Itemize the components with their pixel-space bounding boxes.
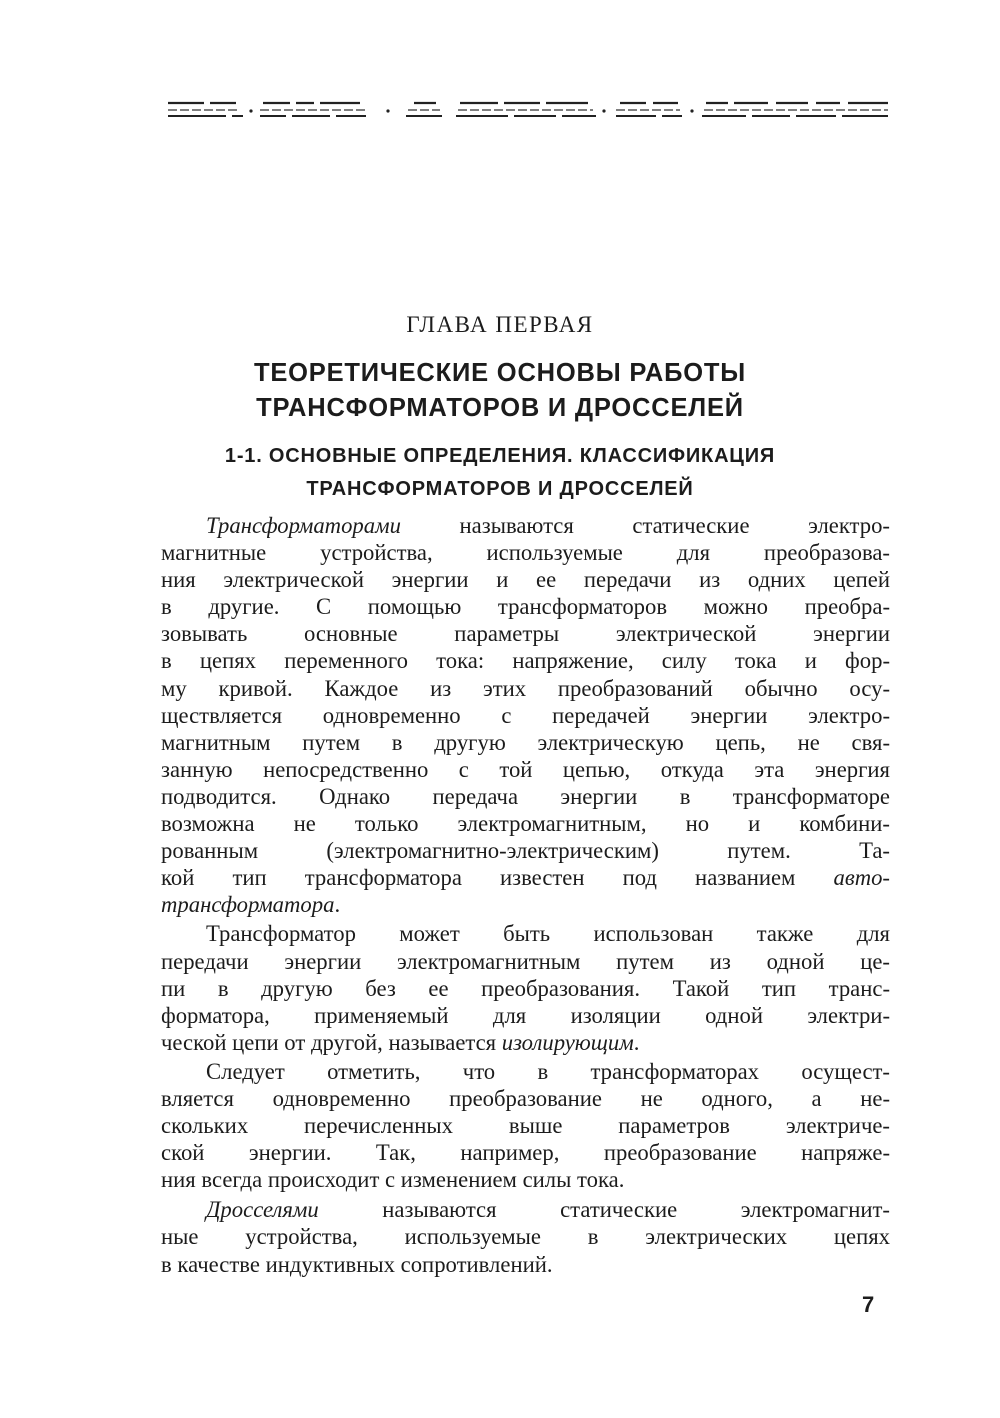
- text-line: [161, 891, 890, 918]
- chapter-title-line: ТЕОРЕТИЧЕСКИЕ ОСНОВЫ РАБОТЫ: [253, 359, 747, 387]
- text-fragment: называются статические электро-: [459, 513, 890, 538]
- text-line: ществляется одновременно с передачей энергии электро-: [161, 702, 890, 728]
- chapter-title-line: ТРАНСФОРМАТОРОВ И ДРОССЕЛЕЙ: [256, 394, 744, 422]
- text-fragment: кой тип трансформатора известен под названием: [161, 865, 796, 891]
- section-title-line: 1-1. ОСНОВНЫЕ ОПРЕДЕЛЕНИЯ. КЛАССИФИКАЦИЯ: [224, 445, 776, 467]
- text-line: магнитные устройства, используемые для преобразова-: [161, 540, 890, 566]
- text-fragment: .: [633, 1029, 640, 1055]
- text-line: ния всегда происходит с изменением силы тока.: [161, 1167, 625, 1193]
- text-line: вляется одновременно преобразование не одного, а не-: [161, 1085, 890, 1111]
- term-autotransformer-part: авто-: [833, 865, 890, 891]
- text-fragment: ческой цепи от другой, называется: [161, 1029, 497, 1055]
- text-line: пи в другую без ее преобразования. Такой тип транс-: [161, 975, 890, 1001]
- text-line: ные устройства, используемые в электрических цепях: [161, 1224, 890, 1250]
- body-text: [161, 512, 890, 1278]
- decorative-dashed-rule-icon: [168, 98, 888, 122]
- text-line: му кривой. Каждое из этих преобразований обычно осу-: [161, 675, 890, 701]
- text-line: Трансформатор может быть использован также для: [206, 921, 890, 947]
- chapter-label: ГЛАВА ПЕРВАЯ: [406, 312, 594, 337]
- text-line: [161, 1196, 890, 1223]
- text-line: магнитным путем в другую электрическую цепь, не свя-: [161, 729, 890, 755]
- text-line: в качестве индуктивных сопротивлений.: [161, 1251, 553, 1277]
- section-title: [0, 440, 1000, 506]
- text-line: скольких перечисленных выше параметров электриче-: [161, 1113, 890, 1139]
- page-number: 7: [862, 1292, 875, 1317]
- term-chokes: Дросселями: [206, 1197, 319, 1223]
- text-line: в другие. С помощью трансформаторов можно преобра-: [161, 594, 890, 620]
- text-line: зовывать основные параметры электрической энергии: [161, 621, 890, 647]
- text-line: форматора, применяемый для изоляции одной электри-: [161, 1002, 890, 1028]
- text-line: [161, 1029, 890, 1056]
- paragraph-isolating-transformer: [161, 920, 890, 1055]
- term-isolating: изолирующим: [501, 1029, 634, 1055]
- text-line: передачи энергии электромагнитным путем из одной це-: [161, 948, 890, 974]
- text-line: [161, 864, 890, 891]
- text-line: в цепях переменного тока: напряжение, силу тока и фор-: [161, 648, 890, 674]
- section-title-line: ТРАНСФОРМАТОРОВ И ДРОССЕЛЕЙ: [306, 478, 694, 500]
- text-line: ской энергии. Так, например, преобразование напряже-: [161, 1140, 890, 1166]
- term-autotransformer-part: трансформатора: [161, 892, 335, 918]
- text-line: [161, 512, 890, 539]
- paragraph-chokes-definition: [161, 1196, 890, 1277]
- text-line: рованным (электромагнитно-электрическим) путем. Та-: [161, 838, 890, 864]
- text-fragment: называются статические электромагнит-: [382, 1197, 890, 1223]
- text-fragment: .: [334, 892, 341, 918]
- text-line: подводится. Однако передача энергии в трансформаторе: [161, 783, 890, 809]
- text-line: занную непосредственно с той цепью, откуда эта энергия: [161, 756, 890, 782]
- paragraph-simultaneous-conversion: [161, 1058, 890, 1193]
- text-line: возможна не только электромагнитным, но и комбини-: [161, 811, 890, 837]
- chapter-title: [0, 356, 1000, 426]
- term-transformers: Трансформаторами: [206, 513, 401, 538]
- text-line: Следует отметить, что в трансформаторах осущест-: [206, 1058, 890, 1084]
- paragraph-transformers-definition: [161, 512, 890, 918]
- text-line: ния электрической энергии и ее передачи из одних цепей: [161, 567, 890, 593]
